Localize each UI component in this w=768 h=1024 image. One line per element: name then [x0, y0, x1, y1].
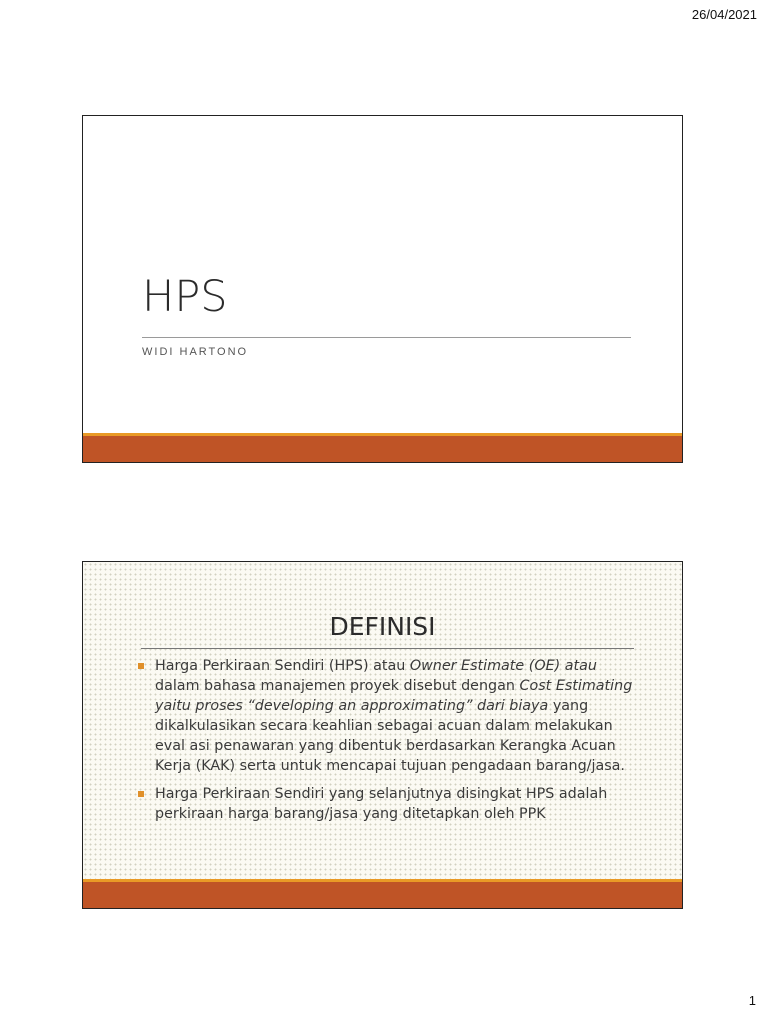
bullet-text: Harga Perkiraan Sendiri (HPS) atau — [155, 658, 410, 674]
bullet-text-italic: Owner Estimate (OE) atau — [409, 658, 597, 674]
bullet-text: dalam bahasa manajemen proyek disebut dengan — [155, 678, 520, 694]
page-number: 1 — [748, 993, 756, 1008]
slide-title-heading: HPS — [142, 272, 228, 322]
title-divider — [142, 337, 631, 338]
slide-footer-bar — [83, 433, 682, 462]
bullet-text: yang dikalkulasikan secara keahlian sebagai acuan dalam melakukan eval asi penawaran yang dibentuk berdasarkan Kerangka Acuan Kerja (KAK) serta untuk mencapai tujuan pengadaan barang/jasa. — [155, 698, 625, 774]
slide-definisi — [82, 561, 683, 909]
slide-footer-bar — [83, 879, 682, 908]
bullet-text-italic: Cost Estimating yaitu proses “developing an approximating” dari biaya — [155, 678, 633, 714]
bullet-square-icon — [138, 663, 144, 669]
bullet-item — [136, 784, 636, 824]
slide-title — [82, 115, 683, 463]
slide-author: WIDI HARTONO — [142, 346, 249, 358]
definisi-bullet-list — [136, 656, 636, 832]
bullet-square-icon — [138, 791, 144, 797]
page-date: 26/04/2021 — [691, 7, 757, 22]
definisi-heading: DEFINISI — [329, 612, 436, 641]
bullet-item — [136, 656, 636, 776]
definisi-divider — [141, 648, 634, 649]
bullet-text: Harga Perkiraan Sendiri yang selanjutnya disingkat HPS adalah perkiraan harga barang/jasa yang ditetapkan oleh PPK — [155, 786, 608, 822]
